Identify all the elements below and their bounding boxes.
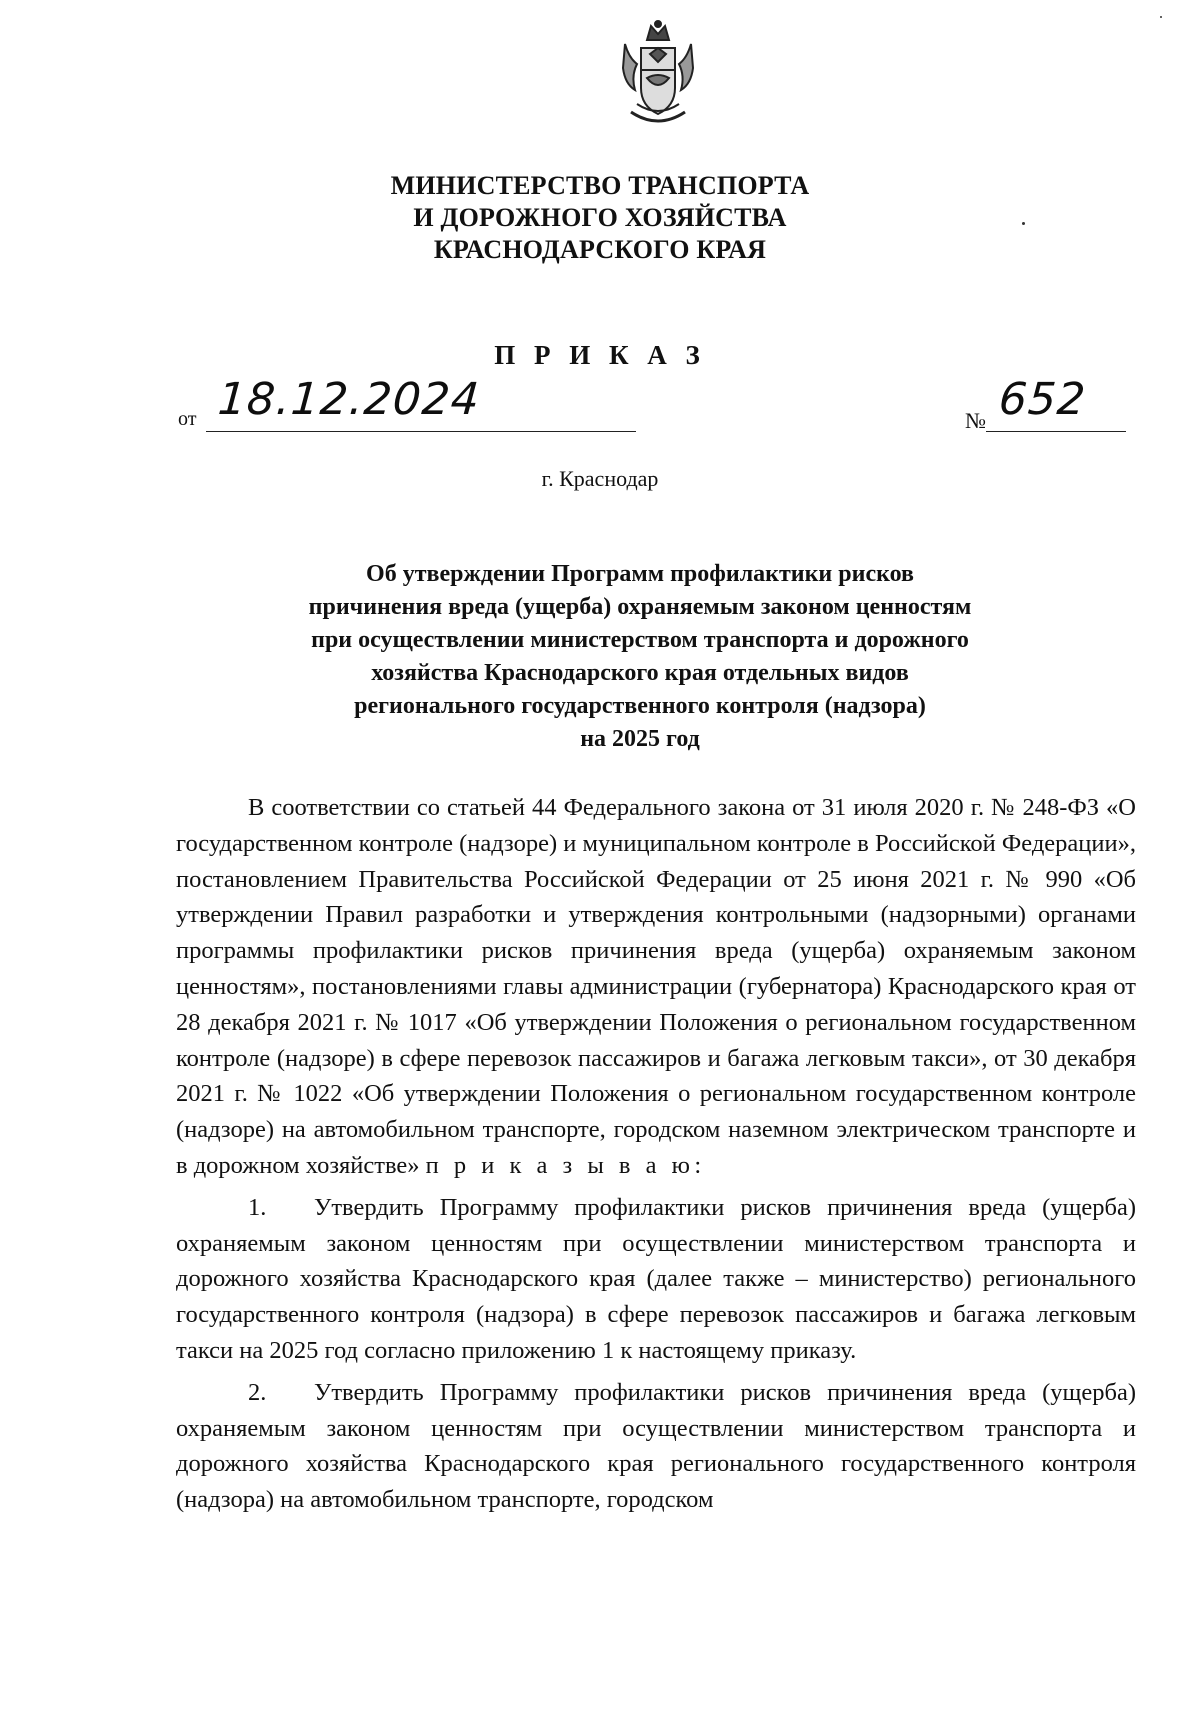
ministry-line: КРАСНОДАРСКОГО КРАЯ	[433, 235, 767, 264]
ministry-name	[0, 170, 1200, 266]
order-verb: п р и к а з ы в а ю:	[425, 1151, 706, 1179]
city-label: г. Краснодар	[541, 466, 659, 491]
number-prefix: №	[965, 408, 986, 433]
date-number-row	[178, 374, 1126, 440]
document-title	[220, 558, 1060, 756]
preamble-text: В соответствии со статьей 44 Федерального закона от 31 июля 2020 г. № 248-ФЗ «О государственном контроле (надзоре) и муниципальном контроле в Российской Федерации», постановлением Правительства Российской Федерации от 25 июня 2021 г. № 990 «Об утверждении Правил разработки и утверждения контрольными (надзорными) органами программы профилактики рисков причинения вреда (ущерба) охраняемым законом ценностям», постановлениями главы администрации (губернатора) Краснодарского края от 28 декабря 2021 г. № 1017 «Об утверждении Положения о региональном государственном контроле (надзоре) в сфере перевозок пассажиров и багажа легковым такси», от 30 декабря 2021 г. № 1022 «Об утверждении Положения о региональном государственном контроле (надзоре) на автомобильном транспорте, городском наземном электрическом транспорте и в дорожном хозяйстве»	[176, 794, 1136, 1179]
ministry-line: МИНИСТЕРСТВО ТРАНСПОРТА	[390, 171, 810, 200]
document-body	[176, 790, 1136, 1518]
date-underline	[206, 430, 636, 432]
preamble-paragraph	[176, 790, 1136, 1184]
item-text: Утвердить Программу профилактики рисков причинения вреда (ущерба) охраняемым законом ценностям при осуществлении министерством транспорта и дорожного хозяйства Краснодарского края (далее также – министерство) регионального государственного контроля (надзора) в сфере перевозок пассажиров и багажа легковым такси на 2025 год согласно приложению 1 к настоящему приказу.	[176, 1193, 1136, 1364]
scan-speck	[1160, 16, 1162, 18]
title-line: причинения вреда (ущерба) охраняемым законом ценностям	[308, 594, 972, 620]
item-text: Утвердить Программу профилактики рисков причинения вреда (ущерба) охраняемым законом ценностям при осуществлении министерством транспорта и дорожного хозяйства Краснодарского края регионального государственного контроля (надзора) на автомобильном транспорте, городском	[176, 1378, 1136, 1514]
title-line: на 2025 год	[580, 726, 700, 752]
handwritten-date: 18.12.2024	[216, 374, 482, 425]
list-item	[176, 1375, 1136, 1518]
scan-speck	[1022, 222, 1025, 225]
ministry-line: И ДОРОЖНОГО ХОЗЯЙСТВА	[413, 203, 787, 232]
item-number: 1.	[248, 1193, 267, 1221]
list-item	[176, 1190, 1136, 1369]
number-underline	[986, 430, 1126, 432]
title-line: Об утверждении Программ профилактики рисков	[366, 561, 914, 587]
date-prefix: от	[178, 408, 197, 430]
title-line: при осуществлении министерством транспорта и дорожного	[311, 627, 969, 653]
title-line: регионального государственного контроля (надзора)	[354, 693, 926, 719]
coat-of-arms-icon	[617, 18, 699, 130]
title-line: хозяйства Краснодарского края отдельных видов	[371, 660, 909, 686]
item-number: 2.	[248, 1378, 267, 1406]
document-type-heading: П Р И К А З	[494, 340, 706, 370]
handwritten-number: 652	[997, 374, 1088, 425]
